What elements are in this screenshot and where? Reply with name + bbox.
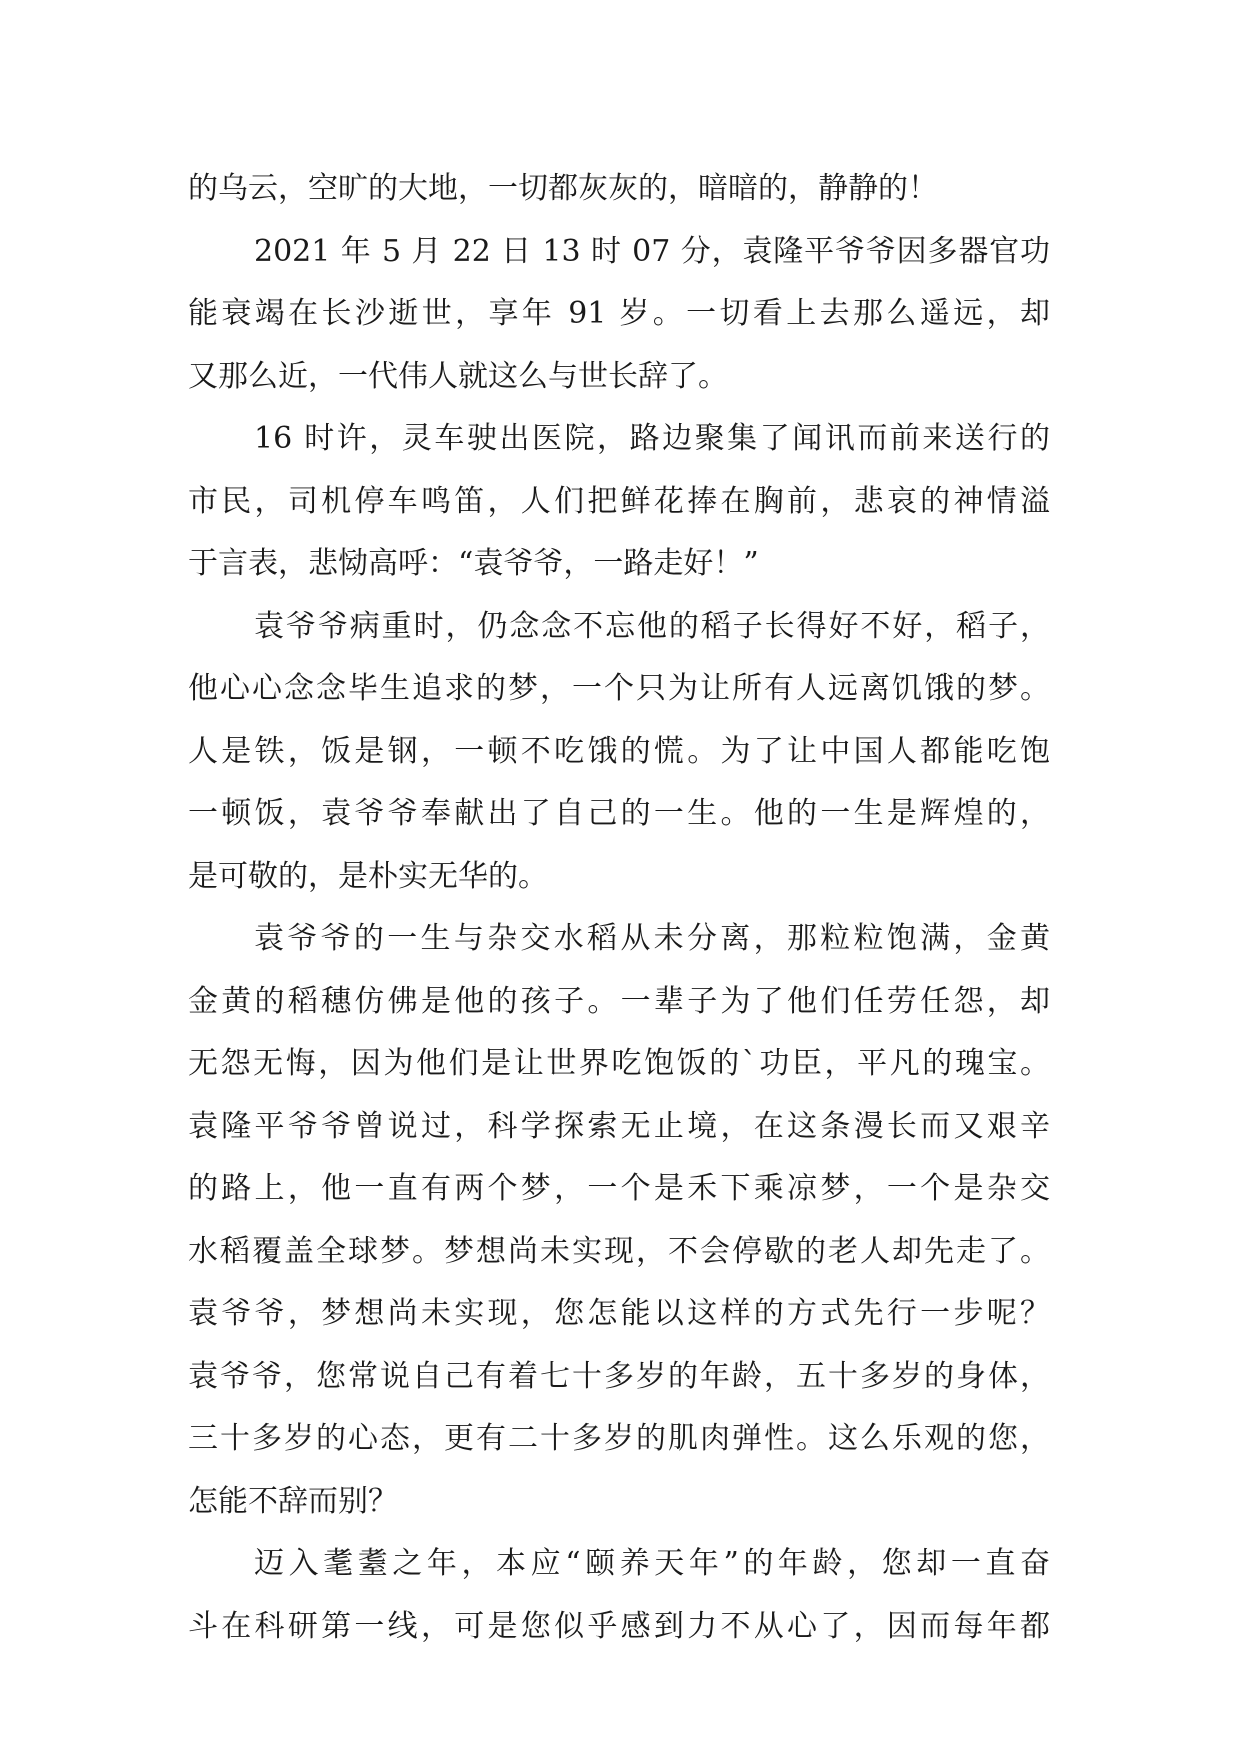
paragraph-first-line: 袁爷爷病重时，仍念念不忘他的稻子长得好不好，稻子， (254, 608, 1050, 644)
text-line: 是可敬的，是朴实无华的。 (188, 858, 548, 894)
text-line: 能衰竭在长沙逝世，享年 91 岁。一切看上去那么遥远，却 (188, 296, 1050, 331)
text-line: 金黄的稻穗仿佛是他的孩子。一辈子为了他们任劳任怨，却 (188, 983, 1050, 1019)
text-line: 又那么近，一代伟人就这么与世长辞了。 (188, 358, 728, 394)
paragraph-first-line: 袁爷爷的一生与杂交水稻从未分离，那粒粒饱满，金黄 (254, 921, 1050, 956)
text-line: 无怨无悔，因为他们是让世界吃饱饭的`功臣，平凡的瑰宝。 (188, 1046, 1050, 1081)
paragraph-first-line: 迈入耄耋之年，本应“颐养天年”的年龄，您却一直奋 (254, 1546, 1050, 1581)
text-line: 三十多岁的心态，更有二十多岁的肌肉弹性。这么乐观的您， (188, 1421, 1050, 1456)
text-line: 市民，司机停车鸣笛，人们把鲜花捧在胸前，悲哀的神情溢 (188, 483, 1050, 519)
text-line: 的路上，他一直有两个梦，一个是禾下乘凉梦，一个是杂交 (188, 1171, 1050, 1206)
paragraph-first-line: 16 时许，灵车驶出医院，路边聚集了闻讯而前来送行的 (254, 421, 1050, 456)
text-line: 袁隆平爷爷曾说过，科学探索无止境，在这条漫长而又艰辛 (188, 1108, 1050, 1144)
text-line: 人是铁，饭是钢，一顿不吃饿的慌。为了让中国人都能吃饱 (188, 733, 1050, 769)
text-line: 的乌云，空旷的大地，一切都灰灰的，暗暗的，静静的！ (188, 171, 938, 206)
paragraph-first-line: 2021 年 5 月 22 日 13 时 07 分，袁隆平爷爷因多器官功 (254, 233, 1050, 269)
text-line: 袁爷爷，梦想尚未实现，您怎能以这样的方式先行一步呢？ (188, 1296, 1050, 1331)
text-line: 于言表，悲恸高呼：“袁爷爷，一路走好！” (188, 546, 759, 581)
text-line: 斗在科研第一线，可是您似乎感到力不从心了，因而每年都 (188, 1608, 1050, 1644)
text-line: 他心心念念毕生追求的梦，一个只为让所有人远离饥饿的梦。 (188, 671, 1050, 706)
document-page (188, 158, 1050, 1658)
text-line: 水稻覆盖全球梦。梦想尚未实现，不会停歇的老人却先走了。 (188, 1233, 1050, 1269)
text-line: 袁爷爷，您常说自己有着七十多岁的年龄，五十多岁的身体， (188, 1358, 1050, 1394)
text-line: 一顿饭，袁爷爷奉献出了自己的一生。他的一生是辉煌的， (188, 796, 1050, 831)
text-line: 怎能不辞而别？ (188, 1483, 398, 1519)
